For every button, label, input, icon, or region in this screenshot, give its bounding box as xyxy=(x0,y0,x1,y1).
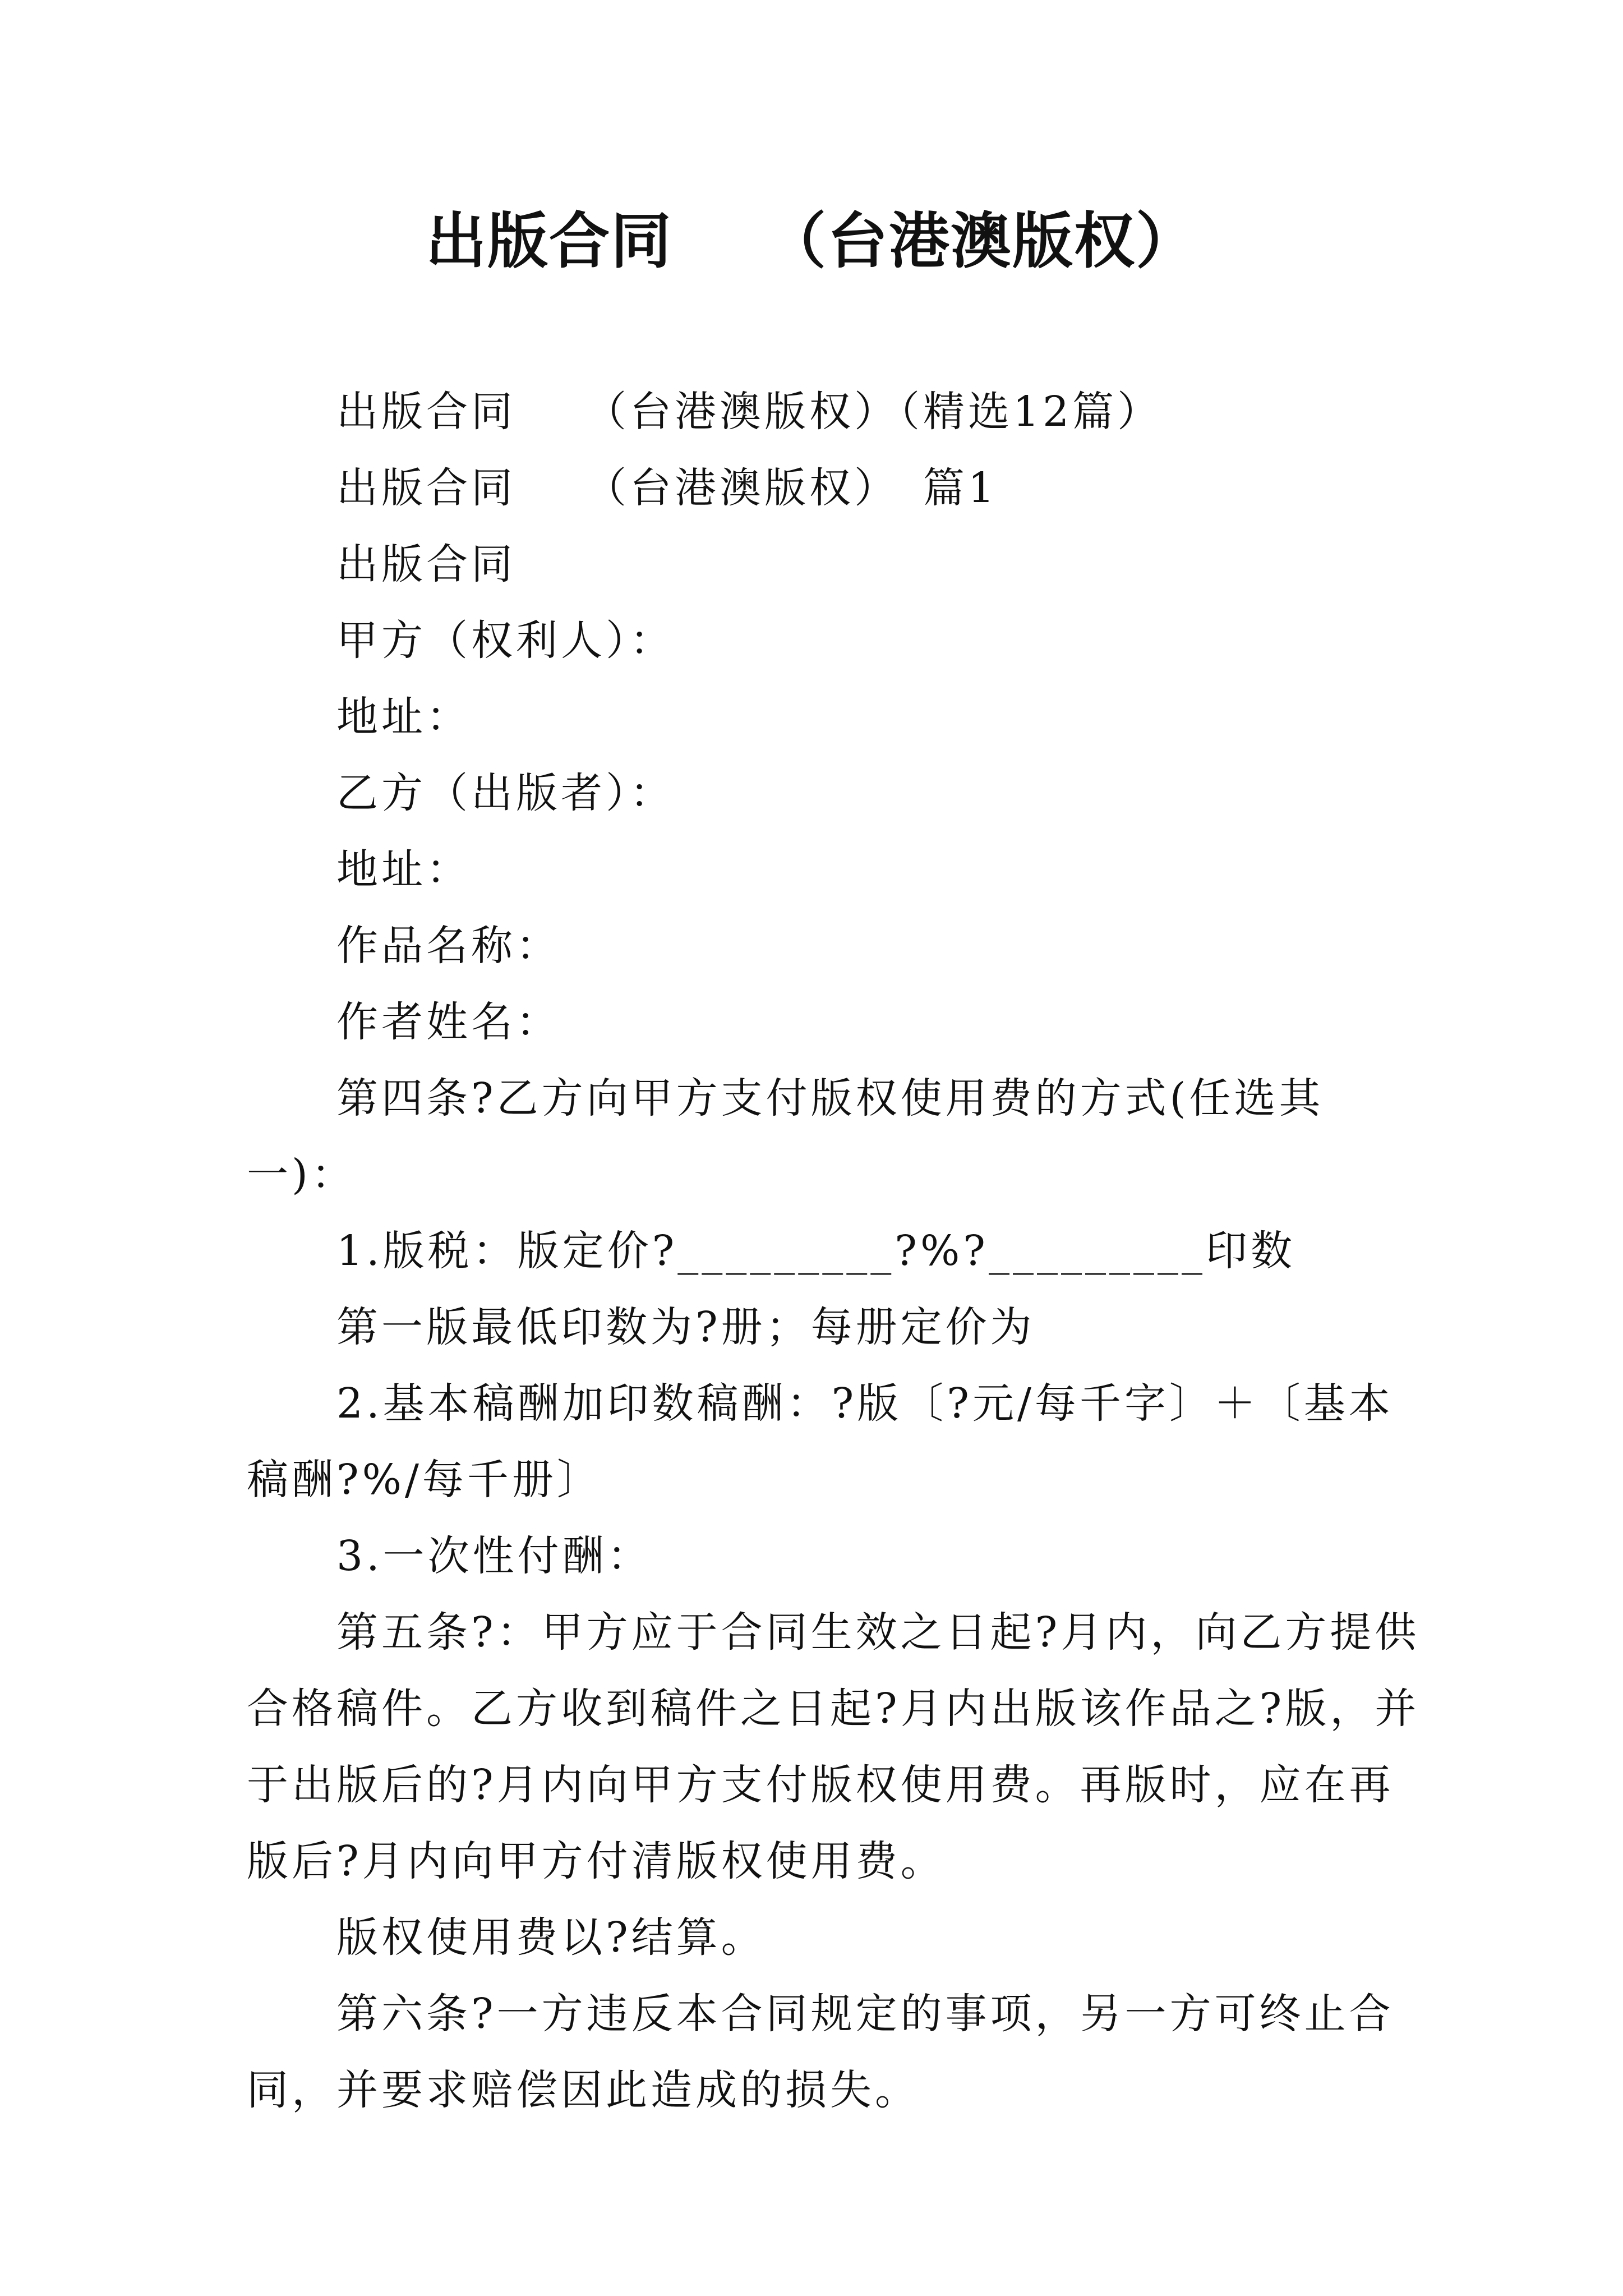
paragraph-contract-title: 出版合同 xyxy=(336,540,516,588)
paragraph-min-print-run: 第一版最低印数为?册；每册定价为 xyxy=(336,1303,1035,1351)
paragraph-party-a-address: 地址： xyxy=(336,693,471,741)
paragraph-article-6: 第六条?一方违反本合同规定的事项，另一方可终止合同，并要求赔偿因此造成的损失。 xyxy=(247,1990,1394,2114)
document-title: 出版合同 （台港澳版权） xyxy=(425,206,1197,277)
paragraph-royalty: 1.版税：版定价?_________?%?_________印数 xyxy=(336,1227,1295,1275)
paragraph-basic-fee: 2.基本稿酬加印数稿酬：?版〔?元/每千字〕＋〔基本稿酬?%/每千册〕 xyxy=(247,1379,1394,1504)
paragraph-settlement: 版权使用费以?结算。 xyxy=(336,1913,766,1962)
paragraph-work-title: 作品名称： xyxy=(336,922,561,970)
paragraph-party-b: 乙方（出版者）： xyxy=(336,769,675,817)
paragraph-lump-sum: 3.一次性付酬： xyxy=(336,1532,652,1580)
paragraph-author-name: 作者姓名： xyxy=(336,998,561,1046)
document-body xyxy=(247,374,1430,2128)
paragraph-party-a: 甲方（权利人）： xyxy=(336,616,675,665)
paragraph-party-b-address: 地址： xyxy=(336,845,471,894)
paragraph-article-4: 第四条?乙方向甲方支付版权使用费的方式(任选其一)： xyxy=(247,1074,1324,1199)
paragraph-article-5: 第五条?：甲方应于合同生效之日起?月内，向乙方提供合格稿件。乙方收到稿件之日起?月内出版该作品之?版，并于出版后的?月内向甲方支付版权使用费。再版时，应在再版后?月内向甲方付清版权使用费。 xyxy=(247,1608,1420,1885)
paragraph-part-heading: 出版合同 （台港澳版权） 篇1 xyxy=(336,464,998,512)
paragraph-collection-heading: 出版合同 （台港澳版权）（精选12篇） xyxy=(336,388,1163,436)
